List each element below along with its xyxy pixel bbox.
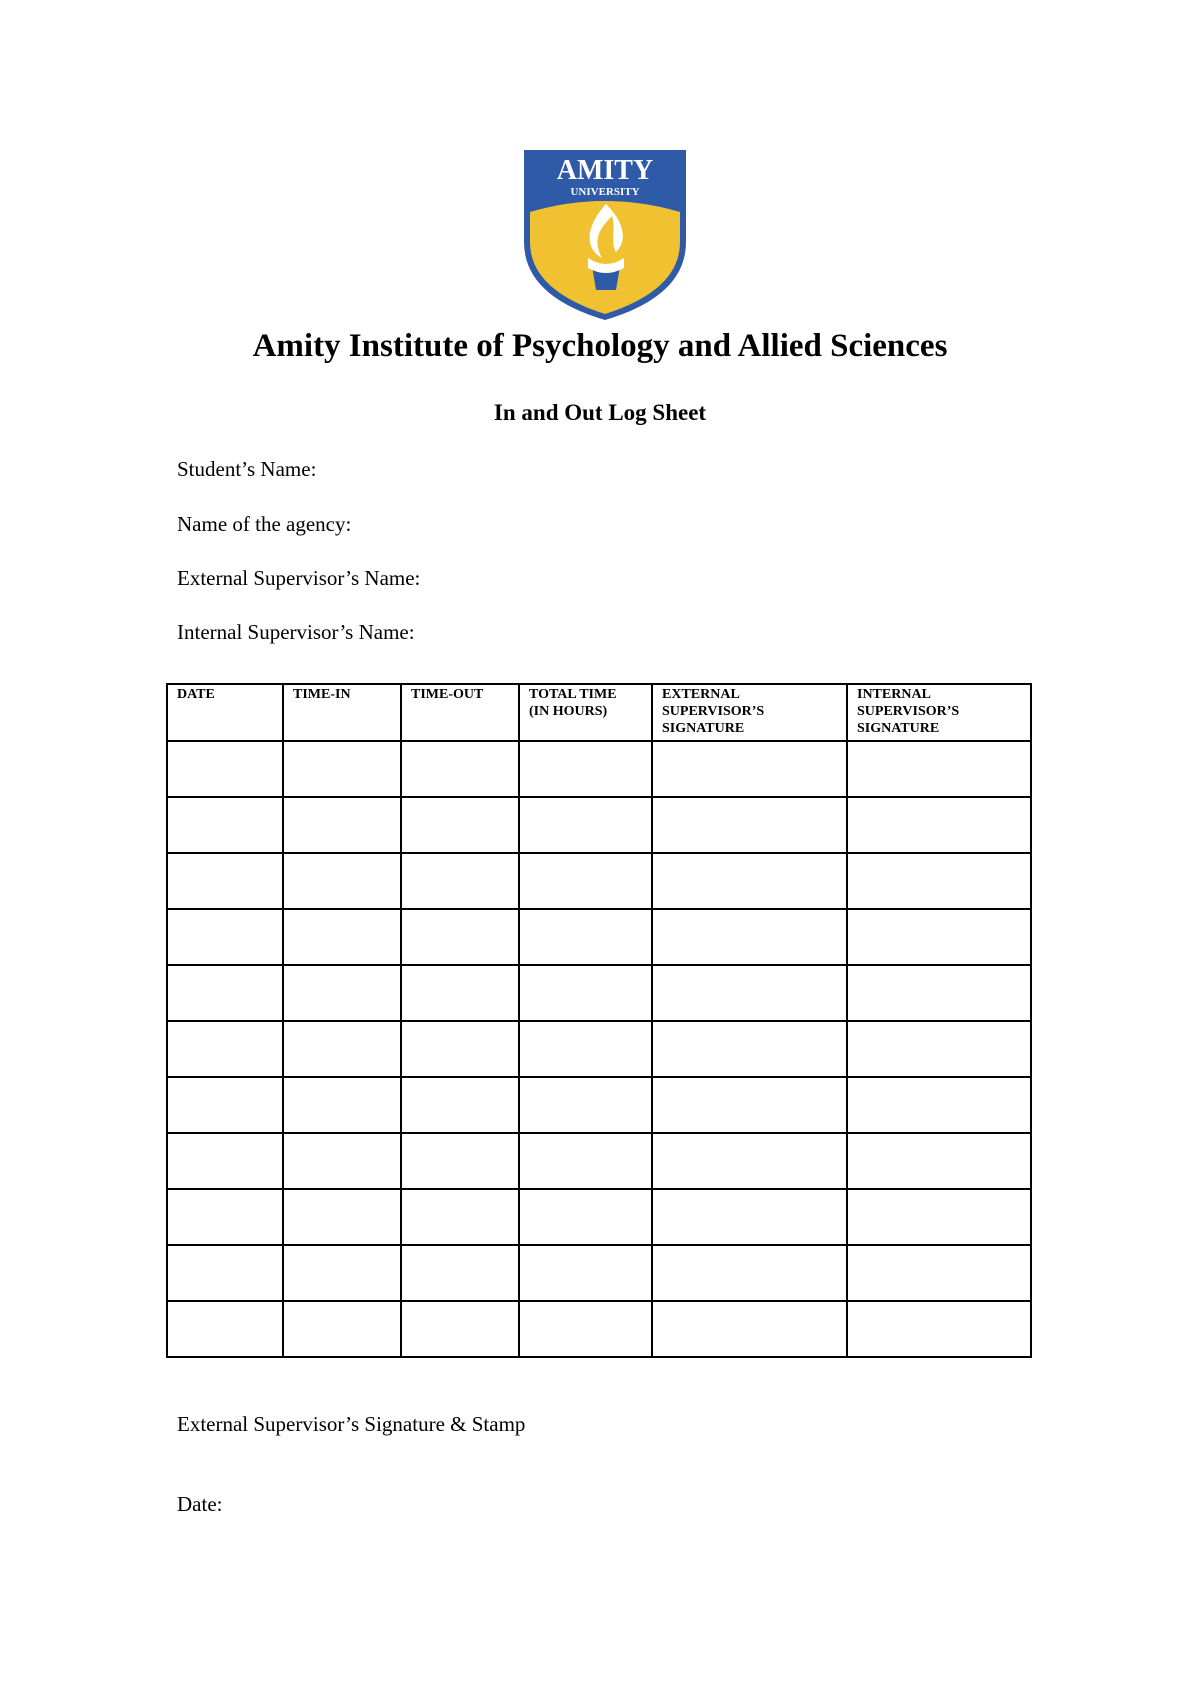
cell-date[interactable] [167,965,283,1021]
table-row [167,909,1031,965]
cell-external-signature[interactable] [652,1021,847,1077]
cell-total-time[interactable] [519,909,652,965]
cell-total-time[interactable] [519,1301,652,1357]
cell-internal-signature[interactable] [847,797,1031,853]
table-row [167,853,1031,909]
student-name-label: Student’s Name: [177,457,317,481]
cell-time-out[interactable] [401,1133,519,1189]
cell-time-out[interactable] [401,853,519,909]
cell-external-signature[interactable] [652,1189,847,1245]
header-external-signature [652,684,847,741]
internal-supervisor-name-label: Internal Supervisor’s Name: [177,620,415,644]
date-label: Date: [177,1492,223,1516]
cell-internal-signature[interactable] [847,1301,1031,1357]
table-row [167,1133,1031,1189]
cell-total-time[interactable] [519,853,652,909]
page-subtitle: In and Out Log Sheet [493,400,707,425]
cell-time-in[interactable] [283,797,401,853]
cell-external-signature[interactable] [652,853,847,909]
svg-text:UNIVERSITY: UNIVERSITY [570,186,640,198]
cell-time-in[interactable] [283,909,401,965]
cell-total-time[interactable] [519,965,652,1021]
cell-time-in[interactable] [283,1021,401,1077]
svg-text:AMITY: AMITY [556,155,654,186]
cell-total-time[interactable] [519,1189,652,1245]
cell-total-time[interactable] [519,741,652,797]
signature-stamp-label: External Supervisor’s Signature & Stamp [177,1412,526,1436]
cell-internal-signature[interactable] [847,965,1031,1021]
cell-time-out[interactable] [401,1245,519,1301]
log-table-body [167,741,1031,1357]
cell-time-out[interactable] [401,797,519,853]
agency-name-label: Name of the agency: [177,512,352,536]
header-total-time-line: (IN HOURS) [529,704,608,719]
cell-date[interactable] [167,1021,283,1077]
cell-total-time[interactable] [519,1077,652,1133]
header-time-out [401,684,519,741]
cell-date[interactable] [167,909,283,965]
cell-internal-signature[interactable] [847,741,1031,797]
header-date-line: DATE [177,687,215,702]
cell-external-signature[interactable] [652,1133,847,1189]
table-row [167,1077,1031,1133]
header-time-in-line: TIME-IN [293,687,351,702]
cell-external-signature[interactable] [652,797,847,853]
cell-total-time[interactable] [519,797,652,853]
header-total-time-line: TOTAL TIME [529,687,617,702]
cell-time-out[interactable] [401,1301,519,1357]
header-date [167,684,283,741]
header-external-signature-line: SUPERVISOR’S [662,704,765,719]
cell-time-in[interactable] [283,1077,401,1133]
table-row [167,965,1031,1021]
cell-internal-signature[interactable] [847,1189,1031,1245]
cell-date[interactable] [167,741,283,797]
cell-time-out[interactable] [401,741,519,797]
table-row [167,1301,1031,1357]
cell-total-time[interactable] [519,1133,652,1189]
cell-internal-signature[interactable] [847,909,1031,965]
table-row [167,1189,1031,1245]
header-internal-signature [847,684,1031,741]
table-row [167,1021,1031,1077]
cell-internal-signature[interactable] [847,1245,1031,1301]
cell-internal-signature[interactable] [847,1021,1031,1077]
cell-time-out[interactable] [401,1189,519,1245]
cell-total-time[interactable] [519,1021,652,1077]
cell-external-signature[interactable] [652,1077,847,1133]
cell-internal-signature[interactable] [847,1133,1031,1189]
cell-external-signature[interactable] [652,1301,847,1357]
cell-date[interactable] [167,1301,283,1357]
cell-internal-signature[interactable] [847,853,1031,909]
cell-time-out[interactable] [401,965,519,1021]
header-time-out-line: TIME-OUT [411,687,484,702]
cell-time-out[interactable] [401,909,519,965]
cell-date[interactable] [167,797,283,853]
cell-time-in[interactable] [283,741,401,797]
header-internal-signature-line: INTERNAL [857,687,931,702]
cell-internal-signature[interactable] [847,1077,1031,1133]
table-row [167,797,1031,853]
cell-date[interactable] [167,1077,283,1133]
cell-external-signature[interactable] [652,1245,847,1301]
cell-time-in[interactable] [283,1301,401,1357]
cell-total-time[interactable] [519,1245,652,1301]
table-row [167,1245,1031,1301]
header-internal-signature-line: SIGNATURE [857,721,940,736]
cell-date[interactable] [167,853,283,909]
cell-external-signature[interactable] [652,965,847,1021]
header-time-in [283,684,401,741]
amity-university-logo [520,146,690,322]
header-external-signature-line: SIGNATURE [662,721,745,736]
header-internal-signature-line: SUPERVISOR’S [857,704,960,719]
log-table [166,683,1032,1358]
cell-time-in[interactable] [283,1245,401,1301]
external-supervisor-name-label: External Supervisor’s Name: [177,566,421,590]
page-title: Amity Institute of Psychology and Allied Sciences [252,328,948,364]
cell-time-in[interactable] [283,965,401,1021]
cell-external-signature[interactable] [652,909,847,965]
cell-time-out[interactable] [401,1077,519,1133]
cell-external-signature[interactable] [652,741,847,797]
cell-time-in[interactable] [283,1189,401,1245]
table-row [167,741,1031,797]
cell-time-in[interactable] [283,853,401,909]
header-external-signature-line: EXTERNAL [662,687,740,702]
cell-date[interactable] [167,1189,283,1245]
cell-date[interactable] [167,1133,283,1189]
cell-date[interactable] [167,1245,283,1301]
header-total-time [519,684,652,741]
table-header-row [167,684,1031,741]
cell-time-out[interactable] [401,1021,519,1077]
cell-time-in[interactable] [283,1133,401,1189]
